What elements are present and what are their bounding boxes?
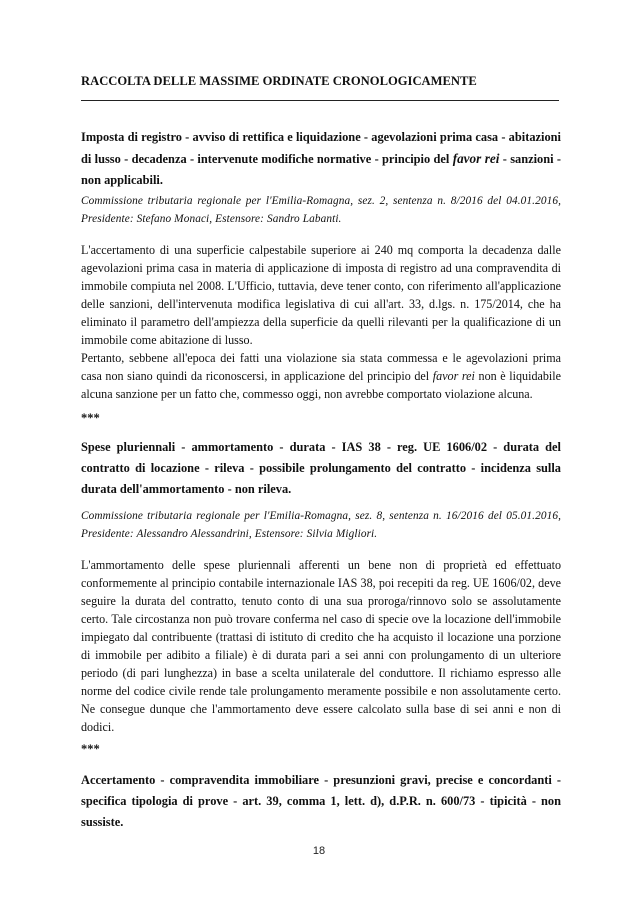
page-number: 18 — [312, 845, 326, 857]
heading-rule — [81, 100, 559, 101]
entry-1-title — [81, 127, 561, 191]
entry-2-title: Spese pluriennali - ammortamento - durata - IAS 38 - reg. UE 1606/02 - durata del contratto di locazione - rileva - possibile prolungamento del contratto - incidenza sulla durata dell'ammortamento - non rileva. — [81, 440, 561, 496]
entry-1-title-italic: favor rei — [452, 151, 500, 166]
entry-1-paragraph-1: L'accertamento di una superficie calpestabile superiore ai 240 mq comporta la decadenza dalle agevolazioni prima casa in materia di applicazione di imposta di registro ad una compravendita di immobile compiuta nel 2008. L'Ufficio, tuttavia, deve tener conto, con riferimento all'applicazione delle sanzioni, dell'intervenuta modifica legislativa di cui all'art. 33, d.lgs. n. 175/2014, che ha eliminato il parametro dell'ampiezza della superficie da quelli rilevanti per la qualificazione di un immobile come abitazione di lusso. — [81, 243, 561, 347]
entry-3-title: Accertamento - compravendita immobiliare - presunzioni gravi, precise e concordanti - specifica tipologia di prove - art. 39, comma 1, lett. d), d.P.R. n. 600/73 - tipicità - non sussiste. — [81, 773, 561, 829]
separator-2: *** — [81, 742, 100, 756]
entry-1-paragraph-2-italic: favor rei — [432, 369, 475, 383]
entry-1-citation: Commissione tributaria regionale per l'Emilia-Romagna, sez. 2, sentenza n. 8/2016 del 04.01.2016, Presidente: Stefano Monaci, Estensore: Sandro Labanti. — [81, 195, 561, 225]
entry-1-paragraph-2-a: Pertanto, sebbene all'epoca dei fatti una violazione sia stata commessa e le agevolazioni prima casa non siano quindi da riconoscersi, in applicazione del principio del — [81, 351, 561, 383]
separator-1: *** — [81, 411, 100, 425]
document-heading: RACCOLTA DELLE MASSIME ORDINATE CRONOLOGICAMENTE — [81, 74, 477, 88]
entry-2-body — [81, 556, 561, 736]
entry-1-title-tail: - sanzioni - non applicabili. — [81, 152, 562, 187]
entry-1-paragraph-2 — [81, 349, 561, 403]
entry-1-paragraph-2-b: non è liquidabile alcuna sanzione per un fatto che, commesso oggi, non avrebbe comportato violazione alcuna. — [81, 369, 562, 401]
entry-1-body — [81, 241, 561, 403]
entry-1-title-text: Imposta di registro - avviso di rettifica e liquidazione - agevolazioni prima casa - abitazioni di lusso - decadenza - intervenute modifiche normative - principio del — [81, 130, 561, 166]
entry-2-paragraph-1: L'ammortamento delle spese pluriennali afferenti un bene non di proprietà ed effettuato conformemente al principio contabile internazionale IAS 38, poi recepiti da reg. UE 1606/02, deve seguire la durata del contratto, tenuto conto di una sua proroga/rinnovo solo se assolutamente certo. Tale circostanza non può trovare conferma nel caso di specie ove la locazione dell'immobile impiegato dal contribuente (trattasi di istituto di credito che ha acquisto il locazione una porzione di immobile per adibito a filiale) è di durata pari a sei anni con prolungamento di un ulteriore periodo (di pari lunghezza) in base a scelta unilaterale del conduttore. Il richiamo espresso alle norme del codice civile rende tale prolungamento meramente possibile e non assolutamente certo. Ne consegue dunque che l'ammortamento deve essere calcolato sulla base di sei anni e non di dodici. — [81, 558, 561, 734]
entry-2-citation: Commissione tributaria regionale per l'Emilia-Romagna, sez. 8, sentenza n. 16/2016 del 05.01.2016, Presidente: Alessandro Alessandrini, Estensore: Silvia Migliori. — [81, 510, 561, 540]
